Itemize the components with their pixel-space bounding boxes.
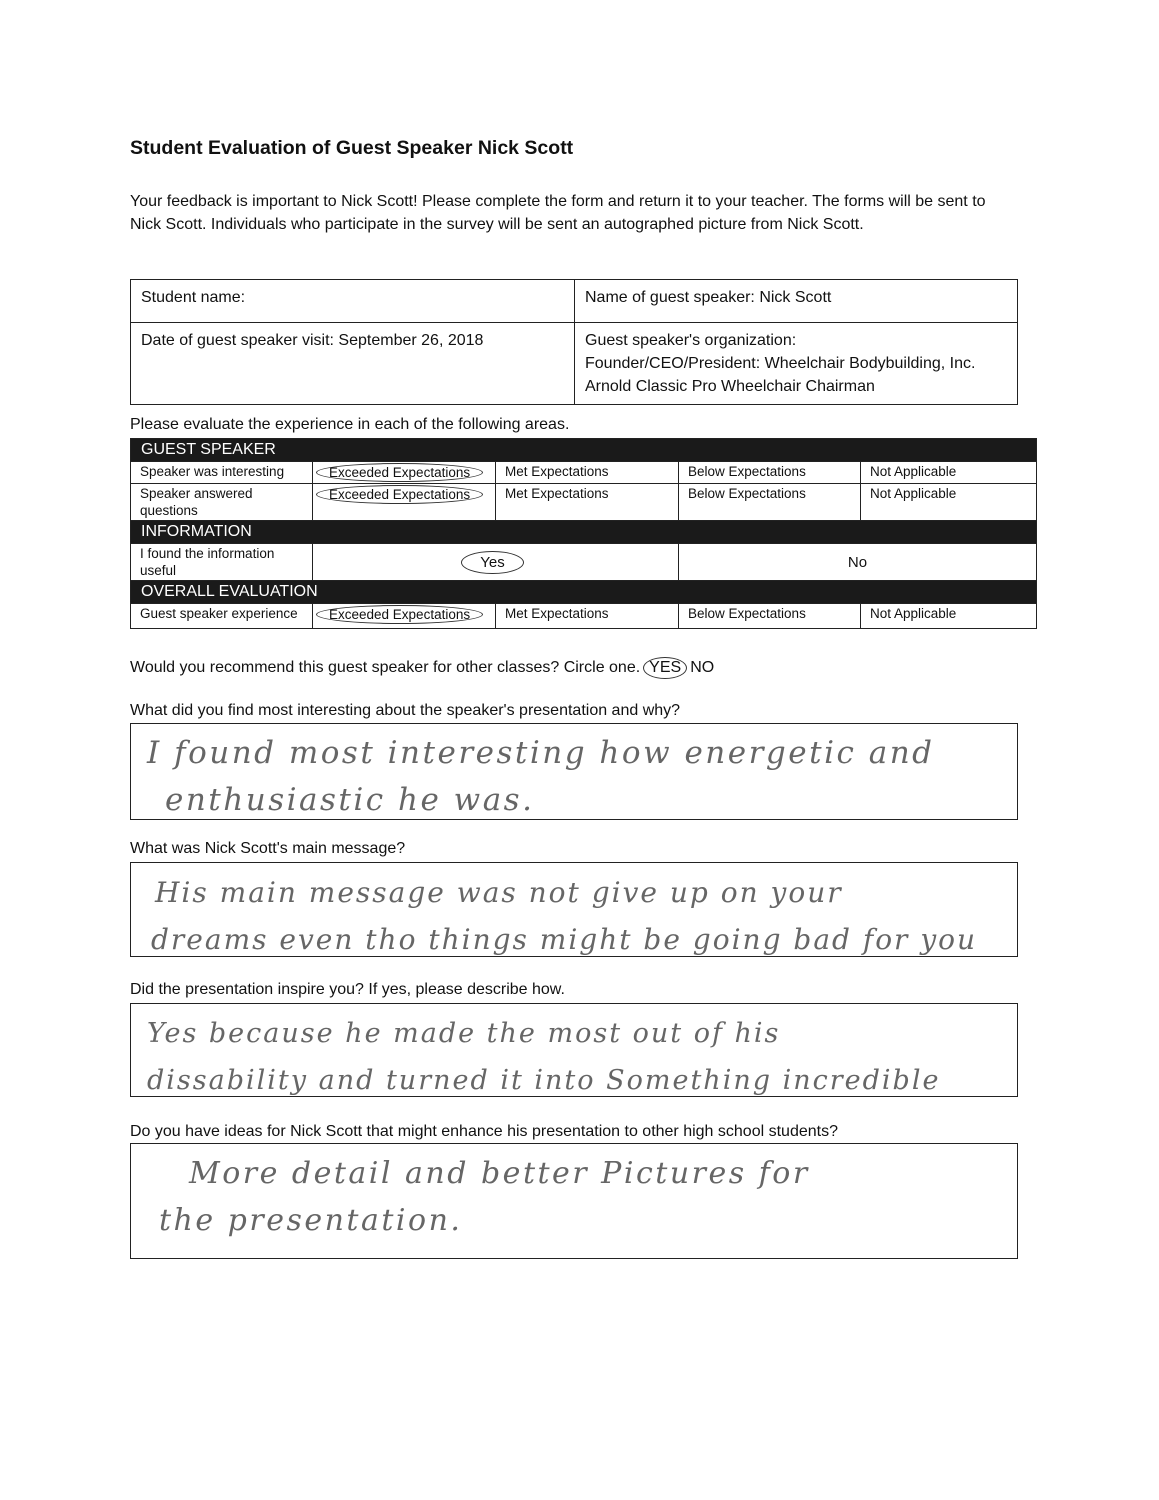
recommend-yes-option[interactable]: YES	[643, 657, 687, 679]
selected-circle: Exceeded Expectations	[316, 463, 483, 482]
selected-circle: Yes	[461, 551, 523, 574]
answer-line: the presentation.	[159, 1203, 463, 1238]
answer-line: I found most interesting how energetic and	[147, 735, 935, 771]
answer-line: Yes because he made the most out of his	[147, 1018, 781, 1049]
option-met[interactable]: Met Expectations	[496, 604, 679, 629]
row-label: I found the information useful	[131, 544, 313, 581]
selected-circle: Exceeded Expectations	[316, 485, 483, 504]
option-no[interactable]: No	[679, 544, 1037, 581]
row-speaker-answered	[131, 484, 1037, 521]
option-met[interactable]: Met Expectations	[496, 462, 679, 484]
row-label: Speaker answered questions	[131, 484, 313, 521]
answer-line: More detail and better Pictures for	[189, 1156, 810, 1191]
question-2-prompt: What was Nick Scott's main message?	[130, 840, 406, 857]
organization-field	[575, 323, 1018, 405]
answer-box-3[interactable]	[130, 1003, 1018, 1097]
section-guest-speaker: GUEST SPEAKER	[131, 439, 1037, 462]
handwritten-answer-4	[131, 1144, 1017, 1244]
answer-box-4[interactable]	[130, 1143, 1018, 1259]
option-not-applicable[interactable]: Not Applicable	[861, 604, 1037, 629]
option-met[interactable]: Met Expectations	[496, 484, 679, 521]
info-table	[130, 279, 1018, 405]
form-title: Student Evaluation of Guest Speaker Nick Scott	[130, 137, 574, 159]
row-label: Speaker was interesting	[131, 462, 313, 484]
visit-date-field	[131, 323, 575, 405]
recommend-question: Would you recommend this guest speaker for other classes? Circle one.	[130, 659, 641, 676]
organization-label: Guest speaker's organization:	[585, 332, 797, 349]
section-overall-evaluation: OVERALL EVALUATION	[131, 581, 1037, 604]
option-exceeded[interactable]	[313, 484, 496, 521]
option-exceeded[interactable]	[313, 604, 496, 629]
answer-line: dreams even tho things might be going bad for you	[151, 923, 978, 956]
handwritten-answer-2	[131, 863, 1017, 957]
handwritten-answer-1	[131, 724, 1017, 824]
question-1-prompt: What did you find most interesting about the speaker's presentation and why?	[130, 702, 681, 719]
row-information-useful	[131, 544, 1037, 581]
option-yes[interactable]	[313, 544, 679, 581]
option-not-applicable[interactable]: Not Applicable	[861, 462, 1037, 484]
option-not-applicable[interactable]: Not Applicable	[861, 484, 1037, 521]
row-guest-experience	[131, 604, 1037, 629]
answer-box-2[interactable]	[130, 862, 1018, 957]
guest-name-label: Name of guest speaker: Nick Scott	[585, 289, 832, 306]
option-below[interactable]: Below Expectations	[679, 604, 861, 629]
organization-line-1: Founder/CEO/President: Wheelchair Bodybuilding, Inc.	[585, 355, 976, 372]
student-name-field[interactable]	[131, 280, 575, 323]
section-information: INFORMATION	[131, 521, 1037, 544]
student-name-label: Student name:	[141, 289, 246, 306]
option-below[interactable]: Below Expectations	[679, 462, 861, 484]
handwritten-answer-3	[131, 1004, 1017, 1097]
question-3-prompt: Did the presentation inspire you? If yes, please describe how.	[130, 981, 565, 998]
recommend-question-line	[130, 657, 714, 679]
recommend-no-option[interactable]: NO	[690, 659, 715, 676]
intro-text: Your feedback is important to Nick Scott! Please complete the form and return it to your teacher. The forms will be sent to Nick Scott. Individuals who participate in the survey will be sent an autographed picture from Nick Scott.	[130, 193, 986, 233]
row-label: Guest speaker experience	[131, 604, 313, 629]
answer-line: His main message was not give up on your	[155, 876, 843, 909]
answer-line: dissability and turned it into Something incredible	[147, 1065, 941, 1096]
visit-date-label: Date of guest speaker visit: September 26, 2018	[141, 332, 484, 349]
option-exceeded[interactable]	[313, 462, 496, 484]
evaluation-table	[130, 438, 1037, 629]
guest-name-field	[575, 280, 1018, 323]
answer-box-1[interactable]	[130, 723, 1018, 820]
question-4-prompt: Do you have ideas for Nick Scott that might enhance his presentation to other high school students?	[130, 1123, 838, 1140]
answer-line: enthusiastic he was.	[165, 782, 535, 818]
evaluate-prompt: Please evaluate the experience in each of the following areas.	[130, 416, 570, 433]
selected-circle: Exceeded Expectations	[316, 605, 483, 624]
option-below[interactable]: Below Expectations	[679, 484, 861, 521]
organization-line-2: Arnold Classic Pro Wheelchair Chairman	[585, 378, 875, 395]
row-speaker-interesting	[131, 462, 1037, 484]
